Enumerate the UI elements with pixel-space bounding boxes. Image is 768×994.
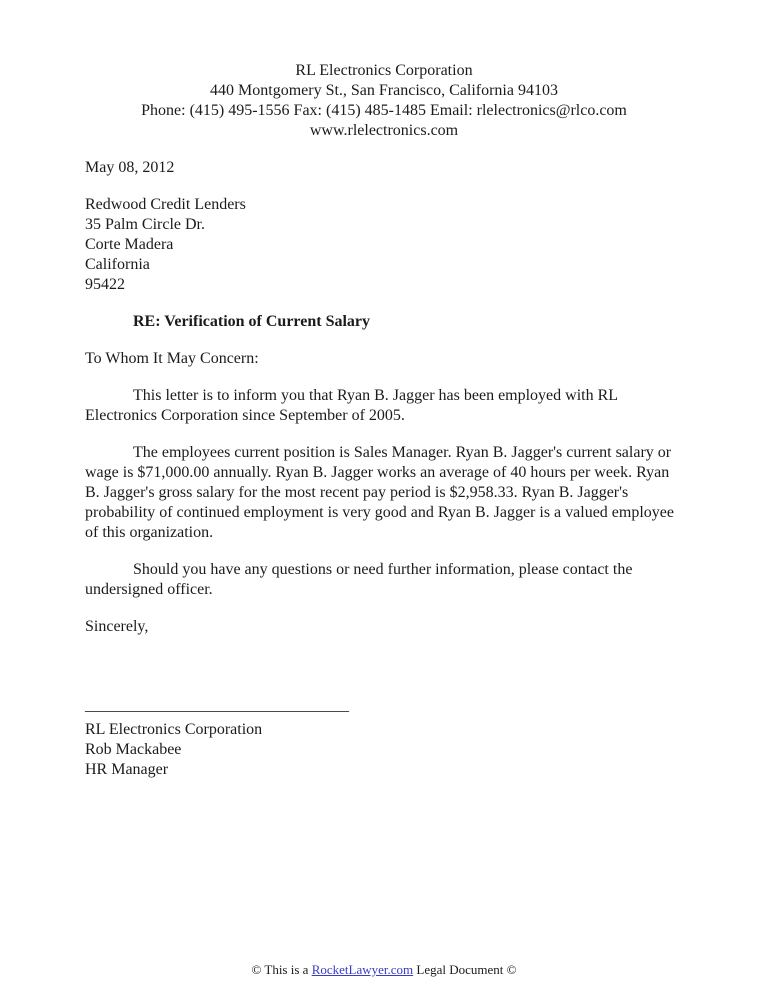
recipient-line: Corte Madera bbox=[85, 236, 174, 253]
letterhead-company-name: RL Electronics Corporation bbox=[295, 62, 473, 79]
recipient-line: California bbox=[85, 256, 150, 273]
recipient-line: Redwood Credit Lenders bbox=[85, 196, 246, 213]
body-paragraph-3: Should you have any questions or need further information, please contact the undersigned officer. bbox=[85, 561, 633, 598]
letterhead-address: 440 Montgomery St., San Francisco, California 94103 bbox=[210, 82, 558, 99]
recipient-line: 35 Palm Circle Dr. bbox=[85, 216, 205, 233]
footer-prefix: © This is a bbox=[251, 962, 312, 977]
body-paragraph-1: This letter is to inform you that Ryan B. Jagger has been employed with RL Electronics Corporation since September of 2005. bbox=[85, 387, 618, 424]
closing: Sincerely, bbox=[85, 618, 149, 635]
signature-title: HR Manager bbox=[85, 761, 169, 778]
footer bbox=[0, 962, 768, 978]
rocketlawyer-link[interactable]: RocketLawyer.com bbox=[311, 962, 414, 977]
signature-name: Rob Mackabee bbox=[85, 741, 182, 758]
recipient-address bbox=[85, 195, 683, 295]
letterhead bbox=[85, 61, 683, 141]
subject-line: RE: Verification of Current Salary bbox=[133, 313, 371, 330]
letter-date: May 08, 2012 bbox=[85, 159, 175, 176]
letterhead-website: www.rlelectronics.com bbox=[309, 122, 459, 139]
signature-line: _________________________________ bbox=[85, 697, 349, 714]
footer-suffix: Legal Document © bbox=[413, 962, 517, 977]
signature-block bbox=[85, 696, 683, 780]
signature-company: RL Electronics Corporation bbox=[85, 721, 263, 738]
body-paragraph-2: The employees current position is Sales Manager. Ryan B. Jagger's current salary or wage is $71,000.00 annually. Ryan B. Jagger works an average of 40 hours per week. Ryan B. Jagger's gross salary for the most recent pay period is $2,958.33. Ryan B. Jagger's probability of continued employment is very good and Ryan B. Jagger is a valued employee of this organization. bbox=[85, 444, 674, 541]
letterhead-contact-info: Phone: (415) 495-1556 Fax: (415) 485-1485 Email: rlelectronics@rlco.com bbox=[141, 102, 627, 119]
salutation: To Whom It May Concern: bbox=[85, 350, 259, 367]
recipient-line: 95422 bbox=[85, 276, 125, 293]
